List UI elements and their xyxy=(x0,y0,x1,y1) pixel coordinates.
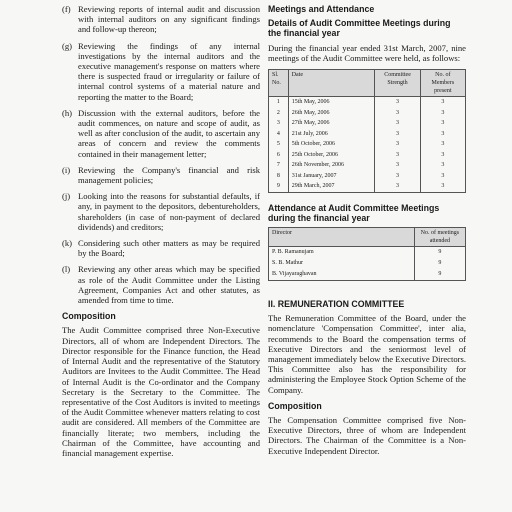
cell: 5th October, 2006 xyxy=(288,139,375,150)
details-heading: Details of Audit Committee Meetings during the financial year xyxy=(268,18,451,39)
cell: P. B. Ramanujam xyxy=(269,246,415,258)
details-paragraph: During the financial year ended 31st March, 2007, nine meetings of the Audit Committee were held, as follows: xyxy=(268,42,466,63)
cell: 1 xyxy=(269,97,289,108)
cell: S. B. Mathur xyxy=(269,258,415,269)
cell: 3 xyxy=(420,171,465,182)
item-marker: (j) xyxy=(62,191,71,202)
cell: 3 xyxy=(375,97,420,108)
list-item xyxy=(62,41,260,102)
cell: 3 xyxy=(375,139,420,150)
table-row xyxy=(269,97,466,108)
col-header-present: No. of Members present xyxy=(420,70,465,97)
cell: 3 xyxy=(269,118,289,129)
item-text: Looking into the reasons for substantial defaults, if any, in payment to the depositors, debentureholders, shareholders (in case of non-payment of declared dividends) and creditors; xyxy=(78,191,260,232)
cell: 5 xyxy=(269,139,289,150)
cell: 25th October, 2006 xyxy=(288,150,375,161)
table-header-row xyxy=(269,70,466,97)
cell: 21st July, 2006 xyxy=(288,129,375,140)
meetings-heading: Meetings and Attendance xyxy=(268,4,375,14)
table-row xyxy=(269,160,466,171)
item-text: Reviewing the Company's financial and risk management policies; xyxy=(78,164,260,186)
meetings-table xyxy=(268,69,466,193)
remuneration-heading: II. REMUNERATION COMMITTEE xyxy=(268,298,405,309)
list-item xyxy=(62,191,260,232)
table-row xyxy=(269,181,466,192)
cell: 3 xyxy=(420,150,465,161)
item-text: Reviewing any other areas which may be specified as role of the Audit Committee under the Listing Agreement, Companies Act and other statutes, as amended from time to time. xyxy=(78,264,260,306)
composition-paragraph: The Audit Committee comprised three Non-Executive Directors, all of whom are Independent Directors. The Director responsible for the Finance function, the Head of Internal Audit and the representative of the Statutory Auditors are Invitees to the Audit Committee. The Head of Internal Audit is the Co-ordinator and the Company Secretary is the Secretary to the Committee. The representative of the Cost Auditors is invited to meetings of the Audit Committee whenever matters relating to cost audit are considered. All members of the Committee are financially literate; two members, including the Chairman of the Committee, have accounting and financial management expertise. xyxy=(62,325,260,458)
cell: 29th March, 2007 xyxy=(288,181,375,192)
table-row xyxy=(269,108,466,119)
list-item xyxy=(62,264,260,305)
cell: 7 xyxy=(269,160,289,171)
cell: 4 xyxy=(269,129,289,140)
cell: 9 xyxy=(414,246,465,258)
list-item xyxy=(62,4,260,35)
composition-heading: Composition xyxy=(62,311,116,322)
table-row xyxy=(269,171,466,182)
remuneration-paragraph: The Remuneration Committee of the Board, under the nomenclature 'Compensation Committee', inter alia, recommends to the Board the compensation terms of Executive Directors and the seniormost level of management immediately below the Executive Directors. This Committee also has the responsibility for administering the Employee Stock Option Scheme of the Company. xyxy=(268,313,466,395)
item-marker: (k) xyxy=(62,238,73,249)
cell: 6 xyxy=(269,150,289,161)
composition-heading-right: Composition xyxy=(268,400,322,411)
cell: 26th May, 2006 xyxy=(288,108,375,119)
item-marker: (l) xyxy=(62,264,71,275)
list-item xyxy=(62,108,260,159)
attendance-heading: Attendance at Audit Committee Meetings during the financial year xyxy=(268,202,440,223)
col-header-attended: No. of meetings attended xyxy=(414,227,465,246)
table-row xyxy=(269,246,466,258)
item-text: Discussion with the external auditors, before the audit commences, on nature and scope of audit, as well as after conclusion of the audit, to ascertain any areas of concern and review the comments contained in their management letter; xyxy=(78,107,260,159)
item-marker: (g) xyxy=(62,40,73,51)
table-row xyxy=(269,269,466,281)
col-header-director: Director xyxy=(269,227,415,246)
cell: 8 xyxy=(269,171,289,182)
table-row xyxy=(269,150,466,161)
cell: 3 xyxy=(375,181,420,192)
table-row xyxy=(269,139,466,150)
cell: 3 xyxy=(375,160,420,171)
list-item xyxy=(62,165,260,185)
cell: 3 xyxy=(420,108,465,119)
item-marker: (i) xyxy=(62,164,71,175)
col-header-date: Date xyxy=(288,70,375,97)
cell: 3 xyxy=(420,139,465,150)
right-column xyxy=(268,4,466,462)
col-header-strength: Committee Strength xyxy=(375,70,420,97)
table-row xyxy=(269,129,466,140)
cell: 9 xyxy=(269,181,289,192)
composition-paragraph-right: The Compensation Committee comprised five Non-Executive Directors, three of whom are Independent Directors. The Chairman of the Committee is a Non-Executive Independent Director. xyxy=(268,414,466,456)
cell: 3 xyxy=(420,129,465,140)
item-text: Reviewing the findings of any internal investigations by the internal auditors and the executive management's response on matters where there is suspected fraud or irregularity or failure of internal control systems of a material nature and reporting the matter to the Board; xyxy=(78,40,260,102)
cell: 27th May, 2006 xyxy=(288,118,375,129)
cell: 9 xyxy=(414,258,465,269)
cell: 3 xyxy=(375,108,420,119)
cell: 3 xyxy=(420,97,465,108)
table-row xyxy=(269,118,466,129)
table-header-row xyxy=(269,227,466,246)
item-text: Considering such other matters as may be required by the Board; xyxy=(78,238,260,259)
cell: 3 xyxy=(420,160,465,171)
item-marker: (h) xyxy=(62,107,73,118)
cell: 3 xyxy=(375,118,420,129)
item-marker: (f) xyxy=(62,4,71,14)
cell: 3 xyxy=(375,129,420,140)
table-row xyxy=(269,258,466,269)
cell: B. Vijayaraghavan xyxy=(269,269,415,281)
cell: 26th November, 2006 xyxy=(288,160,375,171)
list-item xyxy=(62,238,260,258)
cell: 9 xyxy=(414,269,465,281)
cell: 31st January, 2007 xyxy=(288,171,375,182)
cell: 3 xyxy=(420,118,465,129)
cell: 3 xyxy=(375,171,420,182)
cell: 2 xyxy=(269,108,289,119)
item-text: Reviewing reports of internal audit and discussion with internal auditors on any significant findings and follow-up thereon; xyxy=(78,4,260,35)
cell: 15th May, 2006 xyxy=(288,97,375,108)
left-column xyxy=(62,4,260,464)
cell: 3 xyxy=(375,150,420,161)
cell: 3 xyxy=(420,181,465,192)
col-header-sl: Sl. No. xyxy=(269,70,289,97)
attendance-table xyxy=(268,227,466,281)
